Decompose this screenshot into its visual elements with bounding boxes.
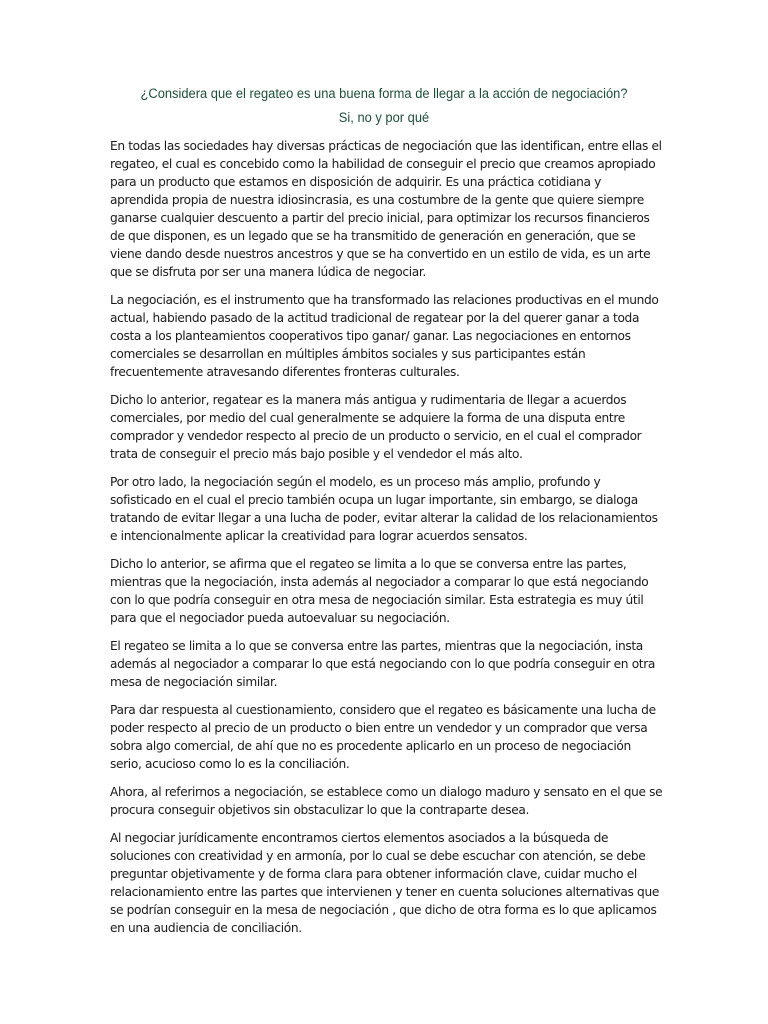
- paragraph-line: regateo, el cual es concebido como la habilidad de conseguir el precio que creamos apropiado: [110, 157, 656, 171]
- paragraph-line: Al negociar jurídicamente encontramos ciertos elementos asociados a la búsqueda de: [110, 831, 609, 845]
- paragraph-line: viene dando desde nuestros ancestros y que se ha convertido en un estilo de vida, es un arte: [110, 247, 651, 261]
- paragraph-line: e intencionalmente aplicar la creatividad para lograr acuerdos sensatos.: [110, 529, 528, 543]
- paragraph-line: que se disfruta por ser una manera lúdica de negociar.: [110, 265, 426, 279]
- paragraph-line: procura conseguir objetivos sin obstaculizar lo que la contraparte desea.: [110, 803, 530, 817]
- paragraph-line: relacionamiento entre las partes que intervienen y tener en cuenta soluciones alternativas que: [110, 885, 659, 899]
- paragraph: [110, 291, 662, 381]
- paragraph-line: para un producto que estamos en disposición de adquirir. Es una práctica cotidiana y: [110, 175, 602, 189]
- paragraph: [110, 701, 662, 773]
- paragraph-line: La negociación, es el instrumento que ha transformado las relaciones productivas en el mundo: [110, 293, 659, 307]
- paragraph-line: Dicho lo anterior, se afirma que el regateo se limita a lo que se conversa entre las partes,: [110, 557, 627, 571]
- paragraph-line: Dicho lo anterior, regatear es la manera más antigua y rudimentaria de llegar a acuerdos: [110, 393, 627, 407]
- paragraph-line: mesa de negociación similar.: [110, 675, 278, 689]
- paragraph-line: comerciales, por medio del cual generalmente se adquiere la forma de una disputa entre: [110, 411, 625, 425]
- paragraph-line: con lo que podría conseguir en otra mesa de negociación similar. Esta estrategia es muy útil: [110, 593, 644, 607]
- paragraph: [110, 391, 662, 463]
- paragraph-line: de que disponen, es un legado que se ha transmitido de generación en generación, que se: [110, 229, 636, 243]
- paragraph-line: frecuentemente atravesando diferentes fronteras culturales.: [110, 365, 460, 379]
- paragraph-line: en una audiencia de conciliación.: [110, 921, 302, 935]
- document-title: ¿Considera que el regateo es una buena forma de llegar a la acción de negociación?: [140, 86, 628, 101]
- paragraph-line: se podrían conseguir en la mesa de negociación , que dicho de otra forma es lo que aplicamos: [110, 903, 657, 917]
- paragraph-line: actual, habiendo pasado de la actitud tradicional de regatear por la del querer ganar a toda: [110, 311, 640, 325]
- paragraph-line: El regateo se limita a lo que se conversa entre las partes, mientras que la negociación, insta: [110, 639, 643, 653]
- paragraph-line: para que el negociador pueda autoevaluar su negociación.: [110, 611, 450, 625]
- paragraph-line: además al negociador a comparar lo que está negociando con lo que podría conseguir en otra: [110, 657, 656, 671]
- paragraph-line: sofisticado en el cual el precio también ocupa un lugar importante, sin embargo, se dialoga: [110, 493, 638, 507]
- paragraph-line: ganarse cualquier descuento a partir del precio inicial, para optimizar los recursos financieros: [110, 211, 650, 225]
- paragraph: [110, 637, 662, 691]
- paragraph-line: tratando de evitar llegar a una lucha de poder, evitar alterar la calidad de los relacionamientos: [110, 511, 658, 525]
- paragraph-line: Para dar respuesta al cuestionamiento, considero que el regateo es básicamente una lucha de: [110, 703, 656, 717]
- paragraph-line: comprador y vendedor respecto al precio de un producto o servicio, en el cual el comprador: [110, 429, 642, 443]
- paragraph-line: costa a los planteamientos cooperativos tipo ganar/ ganar. Las negociaciones en entornos: [110, 329, 631, 343]
- paragraph-line: Por otro lado, la negociación según el modelo, es un proceso más amplio, profundo y: [110, 475, 601, 489]
- paragraph: [110, 783, 662, 819]
- paragraph-line: poder respecto al precio de un producto o bien entre un vendedor y un comprador que versa: [110, 721, 648, 735]
- paragraph: [110, 829, 662, 937]
- paragraph-line: En todas las sociedades hay diversas prácticas de negociación que las identifican, entre ellas el: [110, 139, 662, 153]
- paragraph-line: trata de conseguir el precio más bajo posible y el vendedor el más alto.: [110, 447, 523, 461]
- paragraph-line: soluciones con creatividad y en armonía, por lo cual se debe escuchar con atención, se debe: [110, 849, 646, 863]
- paragraph-line: aprendida propia de nuestra idiosincrasia, es una costumbre de la gente que quiere siempre: [110, 193, 644, 207]
- paragraph: [110, 473, 662, 545]
- paragraph-line: serio, acucioso como lo es la conciliación.: [110, 757, 350, 771]
- paragraph: [110, 555, 662, 627]
- paragraph-line: sobra algo comercial, de ahí que no es procedente aplicarlo en un proceso de negociación: [110, 739, 631, 753]
- paragraph-line: Ahora, al referirnos a negociación, se establece como un dialogo maduro y sensato en el que se: [110, 785, 663, 799]
- paragraph-line: comerciales se desarrollan en múltiples ámbitos sociales y sus participantes están: [110, 347, 586, 361]
- paragraph-line: mientras que la negociación, insta además al negociador a comparar lo que está negociando: [110, 575, 649, 589]
- paragraph: [110, 137, 662, 281]
- paragraph-line: preguntar objetivamente y de forma clara para obtener información clave, cuidar mucho el: [110, 867, 637, 881]
- document-body: [110, 137, 662, 947]
- document-subtitle: Si, no y por qué: [338, 110, 430, 125]
